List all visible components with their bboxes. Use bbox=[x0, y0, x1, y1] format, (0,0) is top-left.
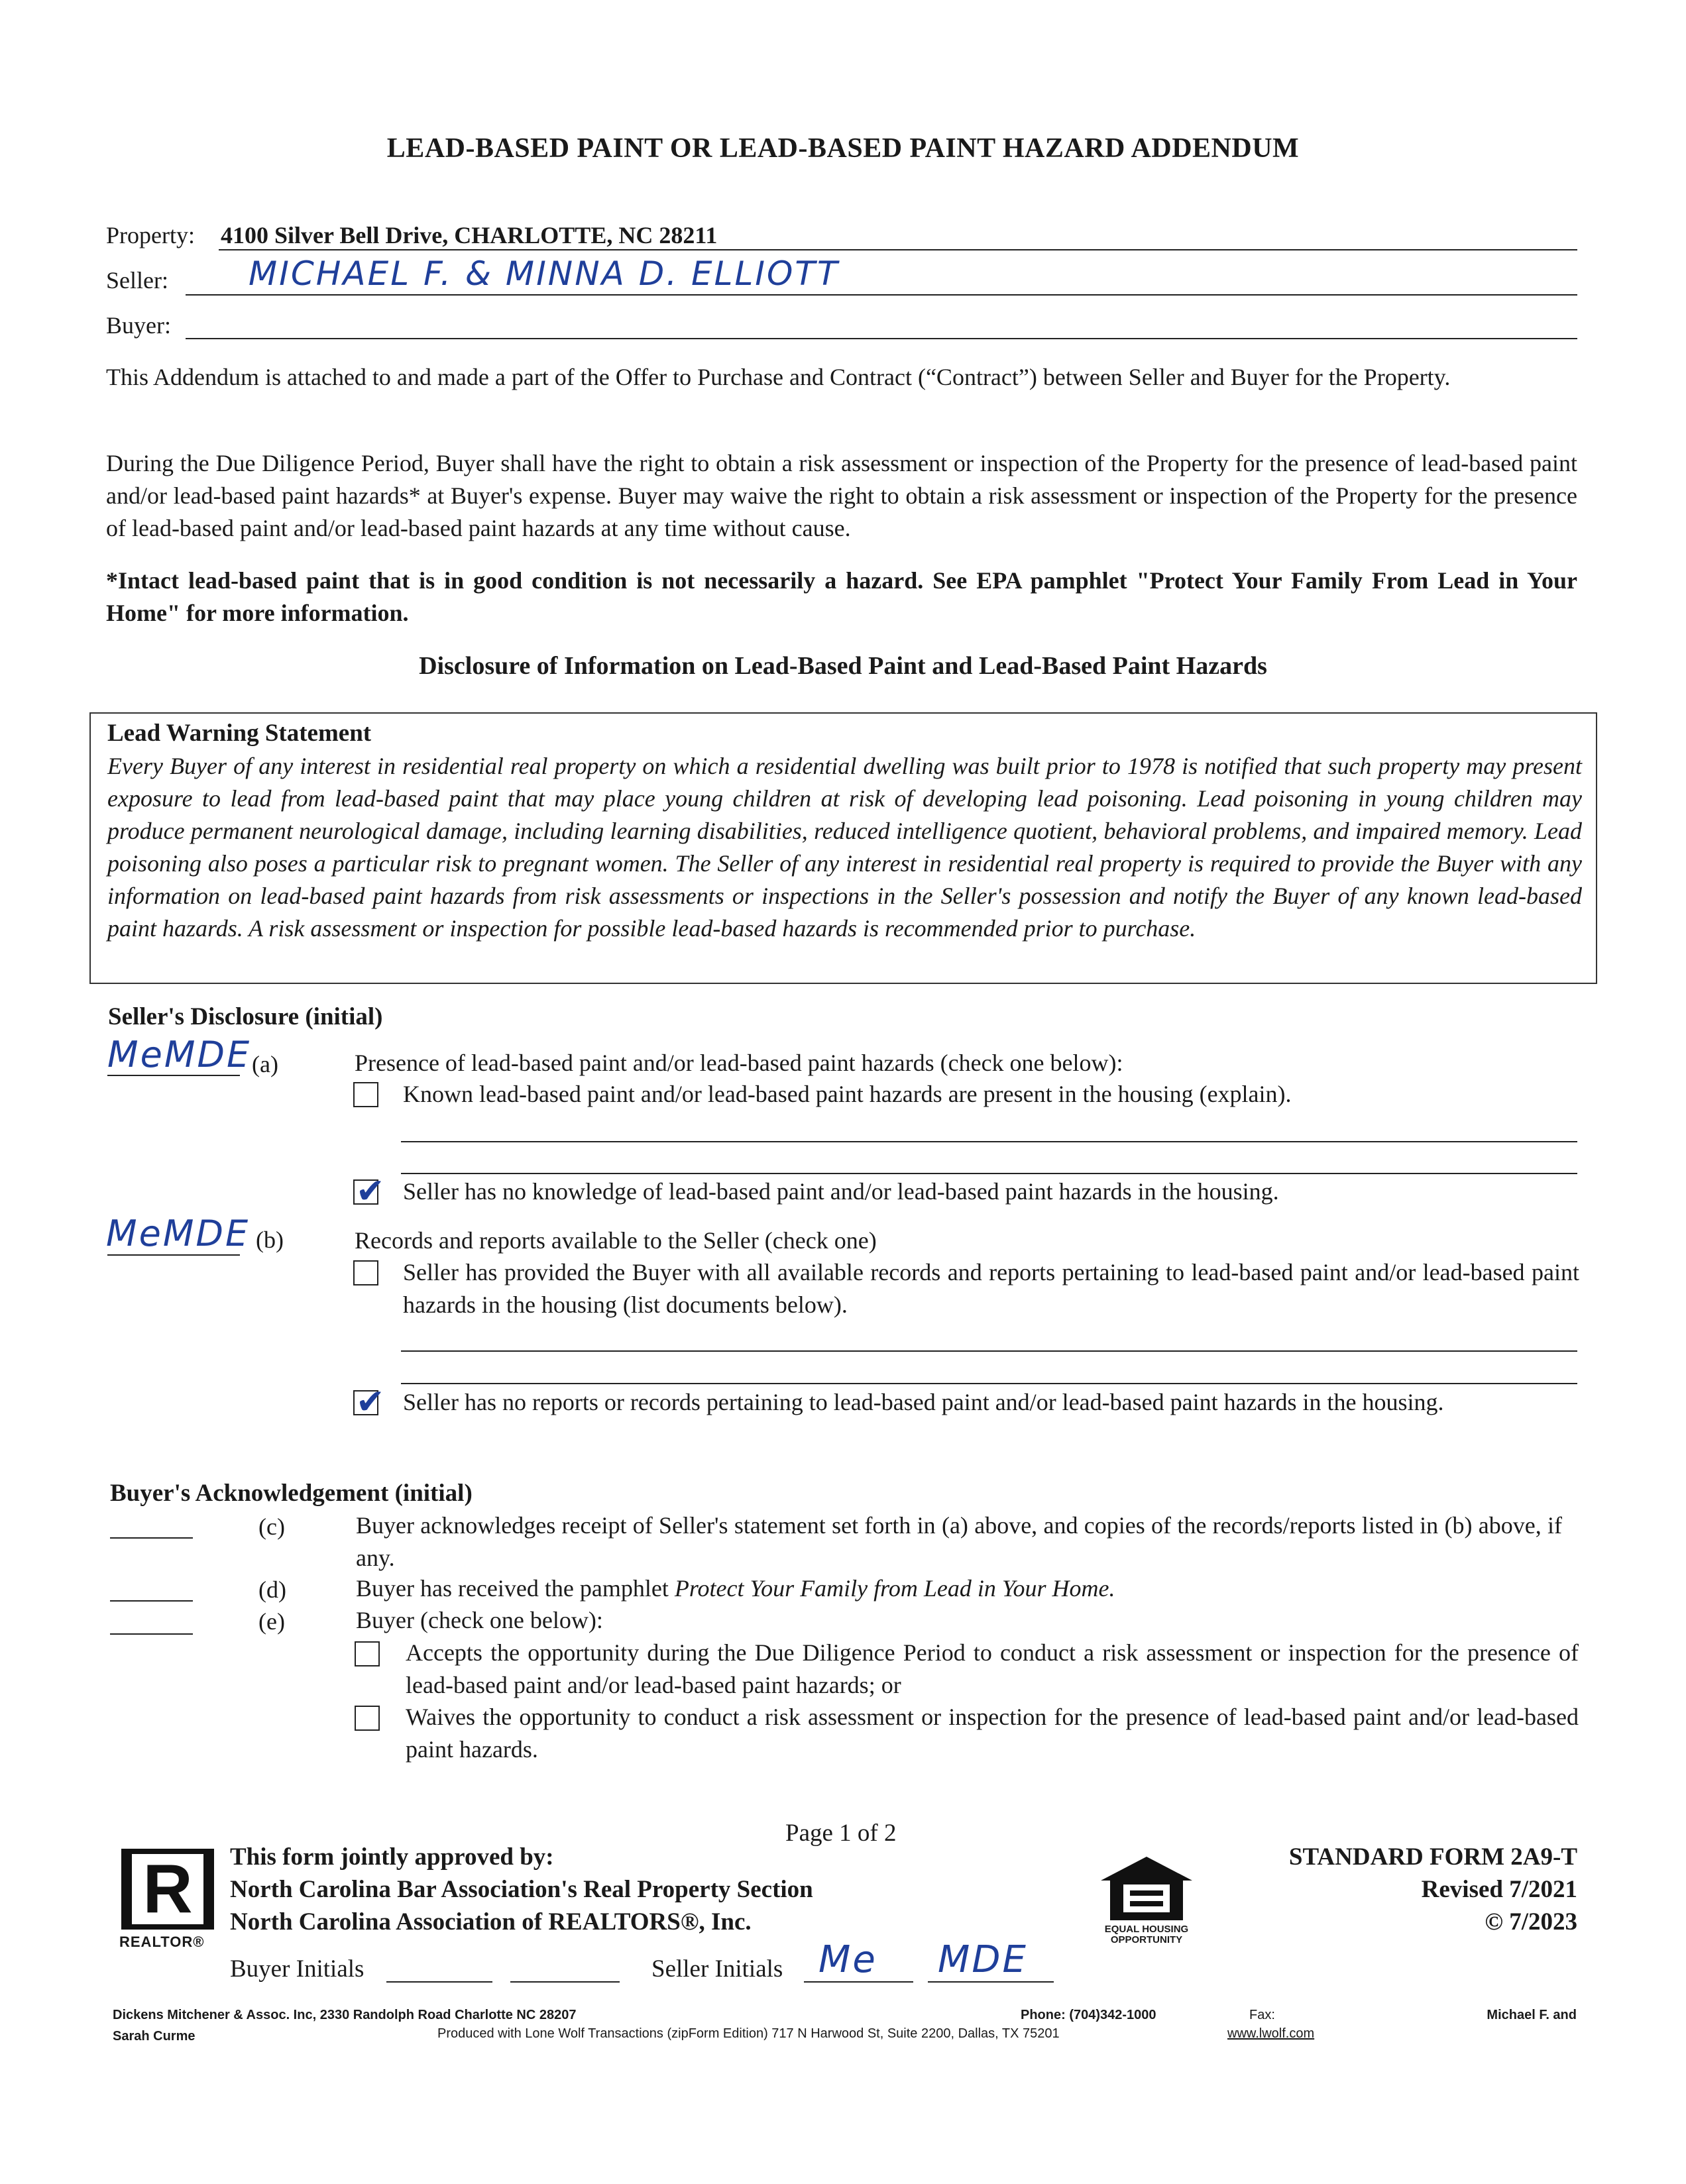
seller-line bbox=[186, 294, 1577, 296]
disclosure-heading: Disclosure of Information on Lead-Based Paint and Lead-Based Paint Hazards bbox=[419, 652, 1267, 680]
buyer-ack-heading: Buyer's Acknowledgement (initial) bbox=[110, 1480, 473, 1507]
approved-line-3: North Carolina Association of REALTORS®, Inc. bbox=[230, 1908, 752, 1936]
property-value[interactable]: 4100 Silver Bell Drive, CHARLOTTE, NC 28211 bbox=[221, 222, 718, 248]
option-accepts: Accepts the opportunity during the Due Diligence Period to conduct a risk assessment or inspection for the presence of lead-based paint and/or lead-based paint hazards; or bbox=[406, 1639, 1579, 1698]
seller-initials-b-line bbox=[107, 1254, 240, 1256]
form-number: STANDARD FORM 2A9-T bbox=[1288, 1843, 1577, 1871]
option-no-knowledge: Seller has no knowledge of lead-based paint and/or lead-based paint hazards in the housing. bbox=[403, 1178, 1279, 1205]
broker-info: Dickens Mitchener & Assoc. Inc, 2330 Randolph Road Charlotte NC 28207 bbox=[113, 2008, 577, 2022]
form-revised: Revised 7/2021 bbox=[1421, 1876, 1577, 1903]
item-b-letter: (b) bbox=[256, 1227, 284, 1253]
option-known-lead: Known lead-based paint and/or lead-based paint hazards are present in the housing (explain). bbox=[403, 1081, 1292, 1107]
seller-initial-1[interactable]: Me bbox=[818, 1938, 877, 1981]
option-no-records: Seller has no reports or records pertaining to lead-based paint and/or lead-based paint hazards in the housing. bbox=[403, 1389, 1444, 1415]
realtor-logo bbox=[121, 1849, 214, 1930]
broker-phone: Phone: (704)342-1000 bbox=[1021, 2008, 1156, 2022]
item-e-text: Buyer (check one below): bbox=[356, 1607, 603, 1633]
client-name-1: Michael F. and bbox=[1487, 2008, 1577, 2022]
item-d-text-prefix: Buyer has received the pamphlet bbox=[356, 1575, 675, 1602]
realtor-logo-letter: R bbox=[132, 1854, 203, 1924]
broker-fax: Fax: bbox=[1249, 2008, 1275, 2022]
seller-initial-line-2 bbox=[928, 1981, 1054, 1983]
buyer-label: Buyer: bbox=[106, 312, 171, 339]
checkbox-no-records[interactable] bbox=[353, 1382, 385, 1422]
epa-note: *Intact lead-based paint that is in good condition is not necessarily a hazard. See EPA pamphlet "Protect Your Family From Lead in Your Home" for more information. bbox=[106, 567, 1577, 626]
seller-initials-b[interactable]: MeMDE bbox=[106, 1213, 251, 1254]
item-e-letter: (e) bbox=[258, 1608, 285, 1635]
buyer-initial-line-2[interactable] bbox=[510, 1981, 620, 1983]
form-copyright: © 7/2023 bbox=[1485, 1908, 1577, 1936]
seller-disclosure-heading: Seller's Disclosure (initial) bbox=[108, 1003, 383, 1030]
item-b-text: Records and reports available to the Seller (check one) bbox=[355, 1227, 877, 1254]
buyer-initials-c[interactable] bbox=[110, 1537, 193, 1539]
buyer-initials-label: Buyer Initials bbox=[230, 1955, 365, 1983]
documents-line-1 bbox=[401, 1350, 1577, 1352]
page-title: LEAD-BASED PAINT OR LEAD-BASED PAINT HAZARD ADDENDUM bbox=[386, 133, 1300, 164]
item-c-text: Buyer acknowledges receipt of Seller's statement set forth in (a) above, and copies of the records/reports listed in (b) above, if any. bbox=[356, 1512, 1562, 1571]
check-mark-icon: ✔ bbox=[356, 1172, 385, 1211]
page-number: Page 1 of 2 bbox=[785, 1820, 897, 1847]
pamphlet-title: Protect Your Family from Lead in Your Home. bbox=[674, 1575, 1115, 1602]
equal-housing-label: EQUAL HOUSING OPPORTUNITY bbox=[1104, 1924, 1189, 1945]
item-c-letter: (c) bbox=[258, 1513, 285, 1540]
item-a-letter: (a) bbox=[252, 1051, 278, 1077]
due-diligence-paragraph: During the Due Diligence Period, Buyer shall have the right to obtain a risk assessment or inspection of the Property for the presence of lead-based paint and/or lead-based paint hazards* at Buyer's expense. Buyer may waive the right to obtain a risk assessment or inspection of the Property for the presence of lead-based paint and/or lead-based paint hazards at any time without cause. bbox=[106, 450, 1577, 541]
buyer-initials-d[interactable] bbox=[110, 1600, 193, 1602]
approved-line-1: This form jointly approved by: bbox=[230, 1843, 554, 1871]
explain-line-1 bbox=[401, 1141, 1577, 1142]
buyer-initial-line-1[interactable] bbox=[386, 1981, 492, 1983]
seller-initials-a-line bbox=[107, 1075, 240, 1076]
seller-initials-label: Seller Initials bbox=[651, 1955, 783, 1983]
item-d-text bbox=[356, 1572, 1562, 1605]
checkbox-provided-records[interactable] bbox=[353, 1260, 378, 1285]
checkbox-no-knowledge[interactable] bbox=[353, 1172, 385, 1211]
check-mark-icon: ✔ bbox=[356, 1382, 385, 1422]
buyer-initials-e[interactable] bbox=[110, 1633, 193, 1635]
checkbox-accepts[interactable] bbox=[355, 1641, 380, 1666]
realtor-label: REALTOR® bbox=[119, 1934, 205, 1950]
item-d-letter: (d) bbox=[258, 1576, 286, 1603]
seller-initials-a[interactable]: MeMDE bbox=[107, 1034, 252, 1075]
seller-initial-line-1 bbox=[804, 1981, 913, 1983]
property-line bbox=[219, 249, 1577, 250]
approved-line-2: North Carolina Bar Association's Real Property Section bbox=[230, 1876, 813, 1903]
checkbox-known-lead[interactable] bbox=[353, 1082, 378, 1107]
option-waives: Waives the opportunity to conduct a risk assessment or inspection for the presence of lead-based paint and/or lead-based paint hazards. bbox=[406, 1704, 1579, 1763]
intro-paragraph: This Addendum is attached to and made a part of the Offer to Purchase and Contract (“Contract”) between Seller and Buyer for the Property. bbox=[106, 364, 1451, 390]
client-name-2: Sarah Curme bbox=[113, 2029, 196, 2044]
lone-wolf-link[interactable]: www.lwolf.com bbox=[1227, 2026, 1315, 2041]
seller-value[interactable]: MICHAEL F. & MINNA D. ELLIOTT bbox=[249, 254, 840, 293]
property-label: Property: bbox=[106, 222, 195, 248]
item-a-text: Presence of lead-based paint and/or lead-based paint hazards (check one below): bbox=[355, 1050, 1123, 1076]
buyer-line bbox=[186, 338, 1577, 339]
option-provided-records: Seller has provided the Buyer with all available records and reports pertaining to lead-based paint and/or lead-based paint hazards in the housing (list documents below). bbox=[403, 1259, 1579, 1318]
checkbox-waives[interactable] bbox=[355, 1706, 380, 1731]
seller-label: Seller: bbox=[106, 267, 168, 294]
lead-warning-box bbox=[89, 712, 1597, 984]
lead-warning-body: Every Buyer of any interest in residential real property on which a residential dwelling was built prior to 1978 is notified that such property may present exposure to lead from lead-based paint that may place young children at risk of developing lead poisoning. Lead poisoning in young children may produce permanent neurological damage, including learning disabilities, reduced intelligence quotient, behavioral problems, and impaired memory. Lead poisoning also poses a particular risk to pregnant women. The Seller of any interest in residential real property is required to provide the Buyer with any information on lead-based paint hazards from risk assessments or inspections in the Seller's possession and notify the Buyer of any known lead-based paint hazards. A risk assessment or inspection for possible lead-based hazards is recommended prior to purchase. bbox=[107, 753, 1582, 942]
lead-warning-title: Lead Warning Statement bbox=[107, 720, 372, 747]
seller-initial-2[interactable]: MDE bbox=[938, 1938, 1028, 1981]
documents-line-2 bbox=[401, 1383, 1577, 1384]
equal-housing-icon bbox=[1097, 1854, 1196, 1924]
explain-line-2 bbox=[401, 1173, 1577, 1174]
produced-with: Produced with Lone Wolf Transactions (zipForm Edition) 717 N Harwood St, Suite 2200, Dallas, TX 75201 bbox=[437, 2026, 1060, 2041]
